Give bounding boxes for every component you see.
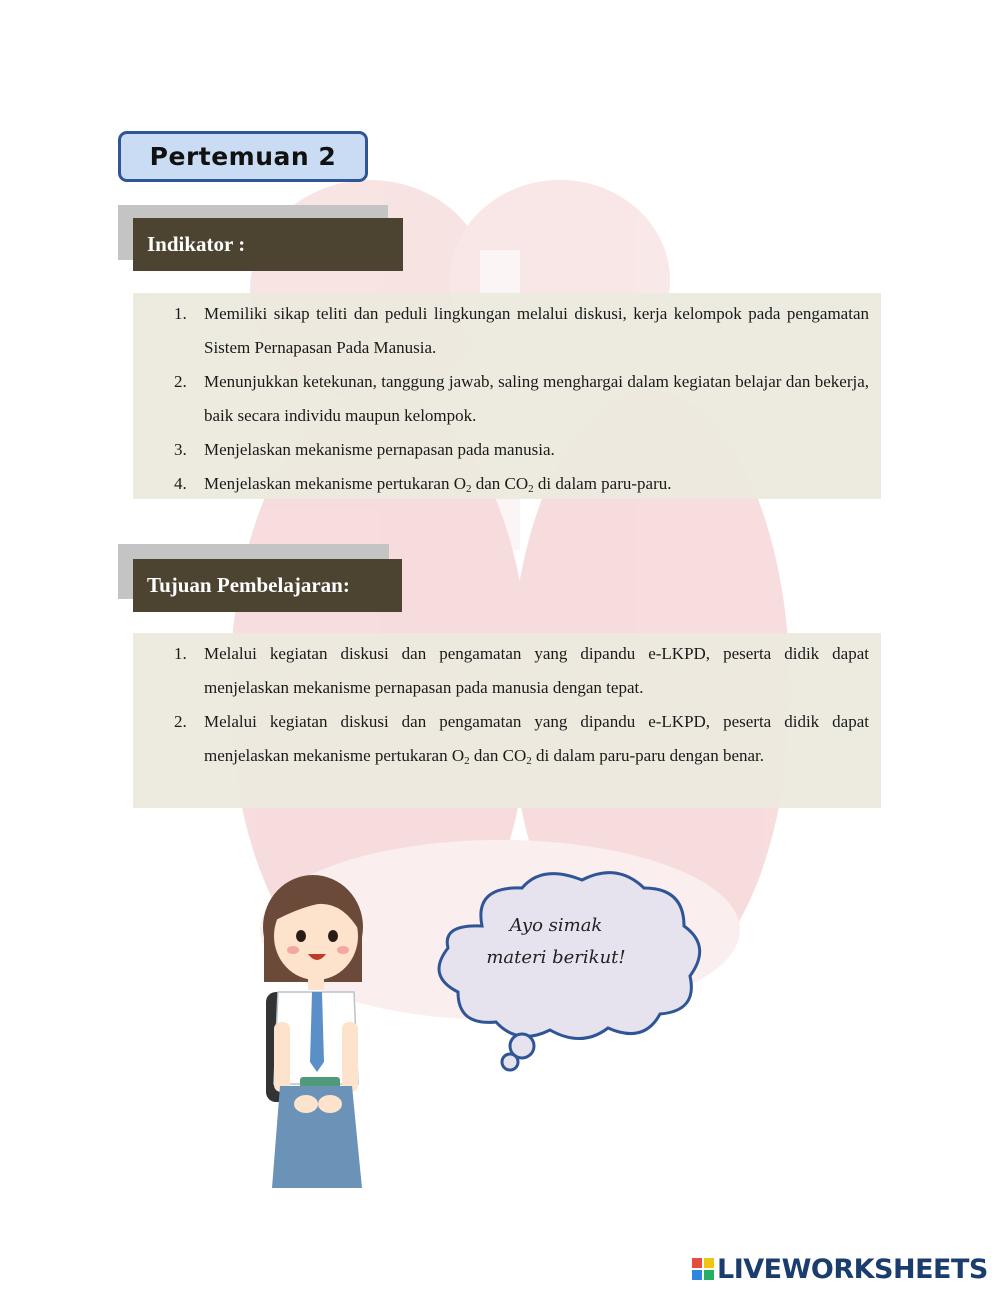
brand-name: LIVEWORKSHEETS <box>717 1253 988 1285</box>
indikator-heading: Indikator : <box>147 232 246 256</box>
page-title: Pertemuan 2 <box>149 142 337 171</box>
list-item <box>133 297 869 365</box>
item-number: 1. <box>174 304 187 323</box>
item-number: 2. <box>174 372 187 391</box>
item-number: 3. <box>174 440 187 459</box>
item-text: Menjelaskan mekanisme pertukaran $O_2$ dan $CO_2$ di dalam paru-paru. <box>204 474 672 495</box>
indikator-header <box>133 218 403 271</box>
item-number: 4. <box>174 474 187 493</box>
bubble-line-1: Ayo simak <box>509 915 603 936</box>
item-number: 1. <box>174 644 187 663</box>
item-text: Memiliki sikap teliti dan peduli lingkungan melalui diskusi, kerja kelompok pada pengamatan Sistem Pernapasan Pada Manusia. <box>204 304 869 357</box>
indikator-panel <box>133 293 881 499</box>
item-text: Menjelaskan mekanisme pernapasan pada manusia. <box>204 440 555 459</box>
list-item <box>133 705 869 773</box>
item-text: Melalui kegiatan diskusi dan pengamatan yang dipandu e-LKPD, peserta didik dapat menjelaskan mekanisme pertukaran $O_2$ dan $CO_2$ di dalam paru-paru dengan benar. <box>204 712 869 767</box>
list-item <box>133 637 869 705</box>
student-girl-illustration <box>258 872 368 1190</box>
list-item <box>133 365 869 433</box>
liveworksheets-brand[interactable] <box>692 1253 988 1285</box>
liveworksheets-logo-icon <box>692 1258 714 1280</box>
list-item <box>133 467 869 501</box>
tujuan-header <box>133 559 402 612</box>
list-item <box>133 433 869 467</box>
indikator-list <box>133 297 869 501</box>
item-text: Menunjukkan ketekunan, tanggung jawab, saling menghargai dalam kegiatan belajar dan bekerja, baik secara individu maupun kelompok. <box>204 372 869 425</box>
tujuan-list <box>133 637 869 773</box>
tujuan-panel <box>133 633 881 808</box>
item-text: Melalui kegiatan diskusi dan pengamatan yang dipandu e-LKPD, peserta didik dapat menjelaskan mekanisme pernapasan pada manusia dengan tepat. <box>204 644 869 697</box>
item-number: 2. <box>174 712 187 731</box>
bubble-line-2: materi berikut! <box>486 947 626 968</box>
title-box <box>118 131 368 182</box>
tujuan-heading: Tujuan Pembelajaran: <box>147 573 350 597</box>
speech-bubble-text <box>476 910 636 974</box>
